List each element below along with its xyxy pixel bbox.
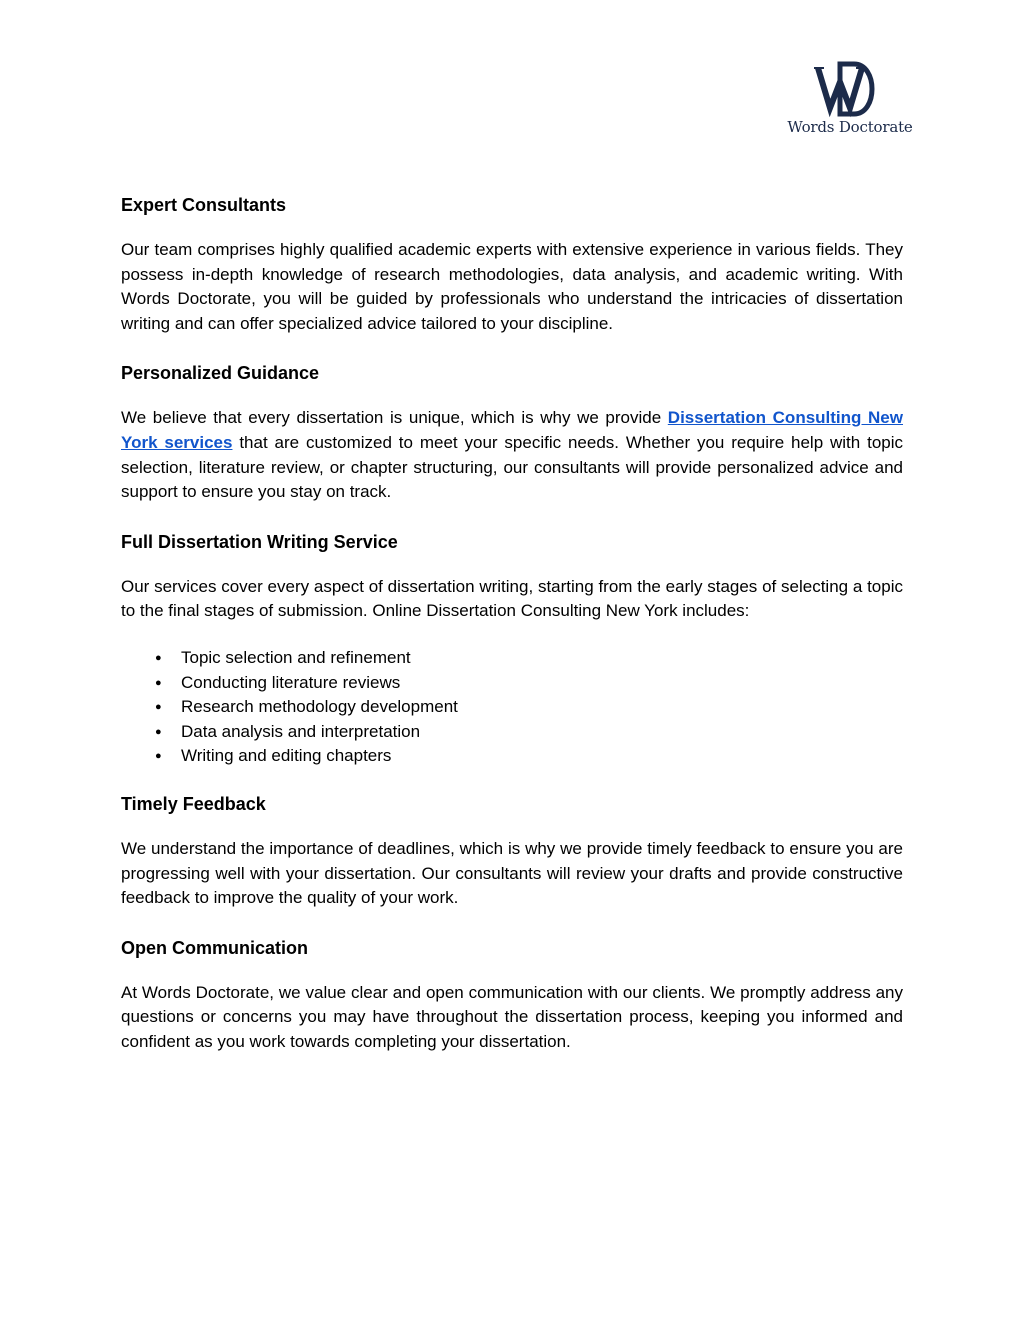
services-list [121,646,903,769]
list-item [121,671,903,696]
section-paragraph: Our services cover every aspect of dissertation writing, starting from the early stages of selecting a topic to the final stages of submission. Online Dissertation Consulting New York includes: [121,576,903,621]
bullet-icon: ● [155,725,162,738]
bullet-icon: ● [155,750,162,763]
section-heading: Expert Consultants [121,195,287,215]
list-item-text: Research methodology development [181,697,458,717]
bullet-icon: ● [155,651,162,664]
list-item [121,744,903,769]
section-heading: Timely Feedback [121,793,266,814]
paragraph-text: We believe that every dissertation is unique, which is why we provide [121,408,668,428]
list-item-text: Conducting literature reviews [181,672,401,692]
section-heading: Personalized Guidance [121,363,320,384]
section-expert-consultants [121,190,903,336]
section-personalized-guidance [121,358,903,504]
section-paragraph: Our team comprises highly qualified academic experts with extensive experience in various fields. They possess in-depth knowledge of research methodologies, data analysis, and academic writing. With Words Doctorate, you will be guided by professionals who understand the intricacies of dissertation writing and can offer specialized advice tailored to your discipline. [121,240,903,333]
bullet-icon: ● [155,676,162,689]
dissertation-consulting-link[interactable]: Dissertation Consulting New York services [121,408,903,452]
list-item-text: Topic selection and refinement [181,647,411,667]
list-item [121,695,903,720]
wd-monogram-icon [780,58,920,120]
paragraph-text: that are customized to meet your specific needs. Whether you require help with topic selection, literature review, or chapter structuring, our consultants will provide personalized advice and support to ensure you stay on track. [121,432,904,502]
section-heading: Full Dissertation Writing Service [121,531,398,552]
section-paragraph [121,406,903,504]
section-open-communication [121,933,903,1055]
bullet-icon: ● [155,701,162,714]
section-timely-feedback [121,789,903,911]
words-doctorate-logo [780,58,920,140]
section-paragraph: We understand the importance of deadlines, which is why we provide timely feedback to ensure you are progressing well with your dissertation. Our consultants will review your drafts and provide constructive feedback to improve the quality of your work. [121,838,903,908]
section-heading: Open Communication [121,937,309,958]
list-item [121,646,903,671]
list-item-text: Data analysis and interpretation [181,721,421,741]
list-item [121,720,903,745]
section-full-dissertation-writing [121,527,903,769]
section-paragraph: At Words Doctorate, we value clear and open communication with our clients. We promptly address any questions or concerns you may have throughout the dissertation process, keeping you informed and confident as you work towards completing your dissertation. [121,982,903,1051]
logo-name: Words Doctorate [787,118,913,136]
list-item-text: Writing and editing chapters [181,746,392,766]
document-body [121,190,903,1076]
